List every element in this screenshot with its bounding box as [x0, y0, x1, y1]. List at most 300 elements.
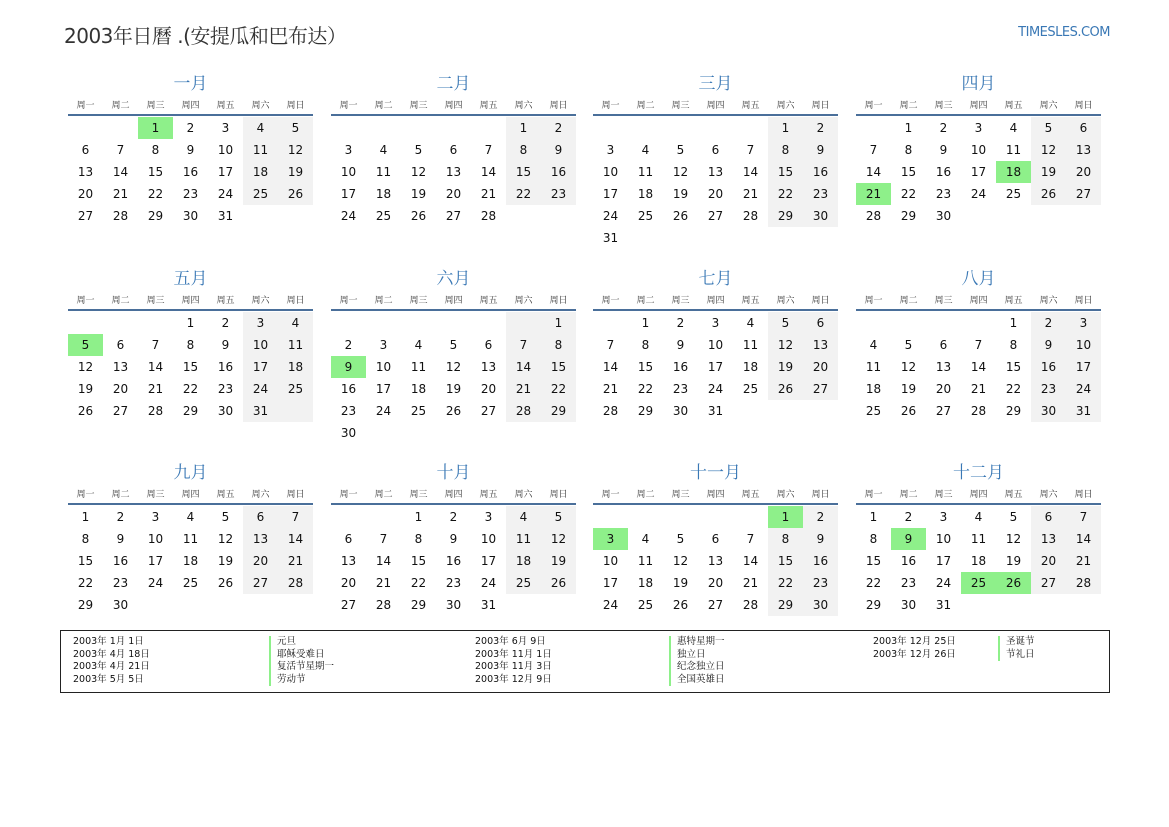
day-cell: 20: [112, 382, 129, 396]
day-cell: 16: [217, 360, 234, 374]
weekday-label: 周日: [549, 490, 568, 500]
day-cell: 24: [602, 209, 619, 223]
day-cell: 28: [480, 209, 497, 223]
day-cell: 21: [112, 187, 129, 201]
day-cell: 13: [480, 360, 497, 374]
day-cell: 16: [812, 554, 829, 568]
day-cell: 9: [221, 338, 230, 352]
weekday-label: 周六: [514, 101, 533, 111]
weekday-header: [593, 295, 838, 311]
day-cell: 29: [777, 598, 794, 612]
day-cell: 17: [252, 360, 269, 374]
day-cell: 16: [672, 360, 689, 374]
month-block: [593, 269, 838, 443]
weekday-label: 周一: [601, 296, 620, 306]
day-cell: 11: [742, 338, 759, 352]
day-cell: 23: [182, 187, 199, 201]
day-cell: 23: [1040, 382, 1057, 396]
weekday-label: 周日: [811, 490, 830, 500]
month-block: [68, 463, 313, 637]
legend-date: 2003年 11月 3日: [475, 661, 552, 672]
day-cell: 11: [375, 165, 392, 179]
weekday-label: 周六: [776, 296, 795, 306]
day-cell: 29: [637, 404, 654, 418]
day-grid: [331, 505, 576, 637]
weekday-label: 周六: [776, 101, 795, 111]
day-cell: 29: [550, 404, 567, 418]
day-cell: 12: [672, 554, 689, 568]
weekday-label: 周六: [1039, 101, 1058, 111]
day-cell: 19: [445, 382, 462, 396]
holiday-day-cell: 21: [856, 183, 891, 205]
day-cell: 8: [869, 532, 878, 546]
day-cell: 4: [746, 316, 755, 330]
day-cell: 28: [147, 404, 164, 418]
day-cell: 4: [641, 143, 650, 157]
day-cell: 31: [217, 209, 234, 223]
day-cell: 13: [707, 165, 724, 179]
day-cell: 12: [1005, 532, 1022, 546]
day-cell: 17: [1075, 360, 1092, 374]
holiday-day-cell: 25: [961, 572, 996, 594]
day-cell: 14: [865, 165, 882, 179]
weekday-header: [68, 295, 313, 311]
legend-holiday-name: 全国英雄日: [669, 674, 725, 687]
day-cell: 11: [1005, 143, 1022, 157]
day-cell: 8: [519, 143, 528, 157]
day-cell: 18: [375, 187, 392, 201]
day-cell: 2: [449, 510, 458, 524]
day-cell: 10: [217, 143, 234, 157]
day-cell: 14: [112, 165, 129, 179]
day-cell: 10: [935, 532, 952, 546]
day-cell: 18: [287, 360, 304, 374]
day-cell: 21: [1075, 554, 1092, 568]
month-block: [68, 269, 313, 443]
day-cell: 10: [602, 165, 619, 179]
weekday-header: [593, 489, 838, 505]
day-cell: 14: [375, 554, 392, 568]
month-block: [856, 74, 1101, 248]
weekday-label: 周四: [181, 490, 200, 500]
day-cell: 10: [252, 338, 269, 352]
day-cell: 30: [900, 598, 917, 612]
day-cell: 17: [340, 187, 357, 201]
day-cell: 11: [515, 532, 532, 546]
weekday-label: 周二: [899, 101, 918, 111]
day-cell: 8: [81, 532, 90, 546]
day-grid: [331, 311, 576, 443]
weekday-label: 周一: [339, 490, 358, 500]
day-cell: 16: [112, 554, 129, 568]
day-cell: 11: [410, 360, 427, 374]
day-cell: 14: [480, 165, 497, 179]
weekday-label: 周五: [216, 490, 235, 500]
weekday-label: 周六: [514, 296, 533, 306]
day-cell: 6: [711, 532, 720, 546]
day-cell: 9: [939, 143, 948, 157]
day-cell: 20: [1075, 165, 1092, 179]
day-cell: 24: [252, 382, 269, 396]
day-cell: 26: [672, 598, 689, 612]
day-cell: 6: [344, 532, 353, 546]
day-cell: 27: [707, 209, 724, 223]
legend-holiday-name: 耶稣受难日: [269, 649, 334, 662]
day-cell: 7: [746, 532, 755, 546]
weekday-header: [68, 100, 313, 116]
day-cell: 28: [865, 209, 882, 223]
weekday-label: 周六: [1039, 296, 1058, 306]
day-cell: 27: [935, 404, 952, 418]
legend-holiday-name: 圣诞节: [998, 636, 1035, 649]
day-cell: 6: [939, 338, 948, 352]
day-cell: 31: [480, 598, 497, 612]
day-cell: 14: [970, 360, 987, 374]
day-cell: 19: [900, 382, 917, 396]
day-cell: 5: [1009, 510, 1018, 524]
day-cell: 1: [641, 316, 650, 330]
month-name: 五月: [173, 269, 208, 289]
day-cell: 24: [480, 576, 497, 590]
month-name: 九月: [173, 463, 208, 483]
day-cell: 3: [606, 143, 615, 157]
day-cell: 7: [519, 338, 528, 352]
weekday-label: 周四: [969, 490, 988, 500]
day-cell: 9: [676, 338, 685, 352]
day-cell: 27: [252, 576, 269, 590]
weekday-header: [331, 295, 576, 311]
day-cell: 30: [112, 598, 129, 612]
day-cell: 29: [1005, 404, 1022, 418]
month-block: [331, 74, 576, 248]
day-cell: 17: [707, 360, 724, 374]
day-cell: 18: [742, 360, 759, 374]
weekday-label: 周三: [671, 490, 690, 500]
weekday-label: 周六: [1039, 490, 1058, 500]
weekday-label: 周三: [671, 101, 690, 111]
day-cell: 25: [287, 382, 304, 396]
day-cell: 28: [515, 404, 532, 418]
day-grid: [593, 311, 838, 443]
month-name: 三月: [698, 74, 733, 94]
day-cell: 4: [519, 510, 528, 524]
day-cell: 25: [1005, 187, 1022, 201]
day-cell: 26: [287, 187, 304, 201]
day-cell: 23: [672, 382, 689, 396]
weekday-header: [856, 489, 1101, 505]
weekday-label: 周六: [776, 490, 795, 500]
month-block: [331, 269, 576, 443]
day-cell: 26: [410, 209, 427, 223]
day-cell: 20: [935, 382, 952, 396]
weekday-label: 周一: [864, 296, 883, 306]
legend-date: 2003年 12月 26日: [873, 648, 956, 660]
day-cell: 21: [515, 382, 532, 396]
day-cell: 11: [637, 165, 654, 179]
day-cell: 12: [550, 532, 567, 546]
day-cell: 4: [186, 510, 195, 524]
day-cell: 13: [1040, 532, 1057, 546]
day-cell: 30: [1040, 404, 1057, 418]
legend-holiday-name: 纪念独立日: [669, 661, 725, 674]
day-cell: 7: [606, 338, 615, 352]
weekday-label: 周三: [146, 101, 165, 111]
day-cell: 13: [1075, 143, 1092, 157]
day-cell: 13: [707, 554, 724, 568]
day-cell: 6: [81, 143, 90, 157]
weekday-label: 周一: [339, 101, 358, 111]
weekday-label: 周一: [339, 296, 358, 306]
month-name: 六月: [436, 269, 471, 289]
day-cell: 14: [515, 360, 532, 374]
month-block: [593, 463, 838, 637]
legend-date: 2003年 12月 25日: [873, 636, 956, 647]
day-cell: 15: [865, 554, 882, 568]
weekday-header: [593, 100, 838, 116]
day-cell: 25: [515, 576, 532, 590]
day-cell: 19: [672, 576, 689, 590]
day-cell: 5: [449, 338, 458, 352]
legend-date: 2003年 12月 9日: [475, 673, 552, 685]
day-grid: [856, 116, 1101, 248]
day-cell: 22: [410, 576, 427, 590]
day-cell: 24: [340, 209, 357, 223]
month-name: 二月: [436, 74, 471, 94]
day-cell: 9: [554, 143, 563, 157]
day-cell: 26: [77, 404, 94, 418]
day-grid: [856, 311, 1101, 443]
day-cell: 29: [77, 598, 94, 612]
day-cell: 12: [777, 338, 794, 352]
day-cell: 3: [221, 121, 230, 135]
month-block: [593, 74, 838, 248]
day-cell: 2: [904, 510, 913, 524]
day-cell: 19: [287, 165, 304, 179]
weekday-label: 周四: [444, 490, 463, 500]
day-cell: 23: [812, 187, 829, 201]
weekday-label: 周一: [864, 490, 883, 500]
day-cell: 15: [900, 165, 917, 179]
day-cell: 28: [112, 209, 129, 223]
day-cell: 18: [865, 382, 882, 396]
month-name: 七月: [698, 269, 733, 289]
weekday-label: 周五: [479, 296, 498, 306]
day-cell: 17: [375, 382, 392, 396]
day-cell: 21: [742, 576, 759, 590]
weekday-label: 周三: [409, 490, 428, 500]
day-cell: 1: [519, 121, 528, 135]
day-cell: 14: [742, 554, 759, 568]
day-cell: 15: [777, 554, 794, 568]
day-cell: 25: [252, 187, 269, 201]
day-cell: 25: [742, 382, 759, 396]
day-cell: 19: [410, 187, 427, 201]
holiday-day-cell: 1: [138, 117, 173, 139]
day-cell: 13: [77, 165, 94, 179]
day-cell: 12: [77, 360, 94, 374]
weekday-label: 周一: [76, 490, 95, 500]
day-cell: 18: [637, 576, 654, 590]
day-cell: 31: [602, 231, 619, 245]
weekday-label: 周三: [934, 101, 953, 111]
day-cell: 1: [186, 316, 195, 330]
weekday-label: 周五: [216, 296, 235, 306]
day-cell: 12: [410, 165, 427, 179]
weekday-label: 周四: [181, 296, 200, 306]
day-cell: 3: [939, 510, 948, 524]
day-cell: 20: [812, 360, 829, 374]
month-name: 八月: [961, 269, 996, 289]
day-cell: 6: [116, 338, 125, 352]
legend-dates: [873, 636, 956, 661]
weekday-header: [856, 295, 1101, 311]
holiday-day-cell: 3: [593, 528, 628, 550]
day-grid: [68, 505, 313, 637]
weekday-label: 周一: [601, 490, 620, 500]
day-cell: 3: [711, 316, 720, 330]
weekday-label: 周日: [811, 101, 830, 111]
day-cell: 23: [445, 576, 462, 590]
day-cell: 16: [935, 165, 952, 179]
weekday-header: [331, 489, 576, 505]
day-cell: 28: [970, 404, 987, 418]
day-cell: 30: [445, 598, 462, 612]
day-cell: 28: [742, 209, 759, 223]
day-cell: 20: [340, 576, 357, 590]
day-cell: 6: [816, 316, 825, 330]
day-cell: 5: [904, 338, 913, 352]
day-grid: [68, 311, 313, 443]
day-cell: 16: [445, 554, 462, 568]
day-cell: 13: [812, 338, 829, 352]
day-grid: [593, 116, 838, 248]
day-cell: 25: [637, 209, 654, 223]
weekday-label: 周五: [1004, 101, 1023, 111]
day-cell: 13: [112, 360, 129, 374]
day-cell: 5: [676, 143, 685, 157]
weekday-label: 周四: [181, 101, 200, 111]
day-cell: 24: [935, 576, 952, 590]
day-cell: 20: [252, 554, 269, 568]
day-cell: 9: [116, 532, 125, 546]
day-grid: [593, 505, 838, 637]
legend-dates: [73, 636, 150, 686]
day-cell: 7: [484, 143, 493, 157]
day-cell: 23: [812, 576, 829, 590]
month-name: 十二月: [953, 463, 1004, 483]
day-cell: 5: [414, 143, 423, 157]
day-cell: 21: [970, 382, 987, 396]
day-cell: 27: [445, 209, 462, 223]
weekday-label: 周六: [251, 490, 270, 500]
day-cell: 18: [252, 165, 269, 179]
day-cell: 15: [182, 360, 199, 374]
month-block: [331, 463, 576, 637]
day-cell: 14: [147, 360, 164, 374]
weekday-label: 周五: [479, 101, 498, 111]
weekday-label: 周日: [1074, 296, 1093, 306]
legend-names: [669, 636, 725, 686]
legend-date: 2003年 4月 18日: [73, 648, 150, 660]
weekday-label: 周四: [706, 101, 725, 111]
weekday-header: [331, 100, 576, 116]
day-cell: 4: [291, 316, 300, 330]
day-cell: 16: [340, 382, 357, 396]
day-cell: 11: [865, 360, 882, 374]
day-cell: 1: [904, 121, 913, 135]
day-cell: 1: [414, 510, 423, 524]
weekday-label: 周三: [409, 101, 428, 111]
legend-date: 2003年 4月 21日: [73, 661, 150, 672]
day-cell: 20: [480, 382, 497, 396]
day-cell: 15: [410, 554, 427, 568]
day-cell: 9: [449, 532, 458, 546]
legend-holiday-name: 独立日: [669, 649, 725, 662]
day-cell: 3: [151, 510, 160, 524]
day-cell: 2: [816, 510, 825, 524]
day-cell: 10: [340, 165, 357, 179]
day-cell: 12: [672, 165, 689, 179]
day-cell: 21: [147, 382, 164, 396]
day-cell: 8: [554, 338, 563, 352]
day-cell: 11: [182, 532, 199, 546]
day-cell: 19: [217, 554, 234, 568]
day-cell: 26: [445, 404, 462, 418]
day-cell: 24: [707, 382, 724, 396]
legend-holiday-name: 劳动节: [269, 674, 334, 687]
weekday-label: 周三: [934, 296, 953, 306]
legend-date: 2003年 5月 5日: [73, 673, 144, 685]
day-cell: 3: [379, 338, 388, 352]
day-cell: 15: [147, 165, 164, 179]
day-cell: 26: [777, 382, 794, 396]
weekday-label: 周二: [899, 490, 918, 500]
day-cell: 7: [151, 338, 160, 352]
day-cell: 1: [1009, 316, 1018, 330]
day-cell: 20: [707, 187, 724, 201]
weekday-label: 周三: [146, 490, 165, 500]
day-cell: 5: [676, 532, 685, 546]
weekday-label: 周日: [1074, 490, 1093, 500]
weekday-label: 周二: [636, 296, 655, 306]
day-cell: 10: [1075, 338, 1092, 352]
day-cell: 21: [602, 382, 619, 396]
day-cell: 11: [637, 554, 654, 568]
day-cell: 30: [935, 209, 952, 223]
month-name: 四月: [961, 74, 996, 94]
weekday-label: 周二: [111, 296, 130, 306]
weekday-label: 周五: [479, 490, 498, 500]
weekday-label: 周日: [286, 490, 305, 500]
day-cell: 22: [1005, 382, 1022, 396]
day-cell: 31: [707, 404, 724, 418]
legend-holiday-name: 节礼日: [998, 649, 1035, 662]
day-cell: 2: [816, 121, 825, 135]
day-cell: 16: [812, 165, 829, 179]
site-logo[interactable]: TIMESLES.COM: [1018, 25, 1110, 40]
day-cell: 27: [707, 598, 724, 612]
day-cell: 14: [1075, 532, 1092, 546]
day-cell: 10: [375, 360, 392, 374]
day-cell: 22: [777, 187, 794, 201]
day-cell: 19: [77, 382, 94, 396]
legend-dates: [475, 636, 552, 686]
day-cell: 18: [637, 187, 654, 201]
day-cell: 22: [550, 382, 567, 396]
day-cell: 30: [340, 426, 357, 440]
day-cell: 11: [252, 143, 269, 157]
weekday-label: 周四: [969, 296, 988, 306]
